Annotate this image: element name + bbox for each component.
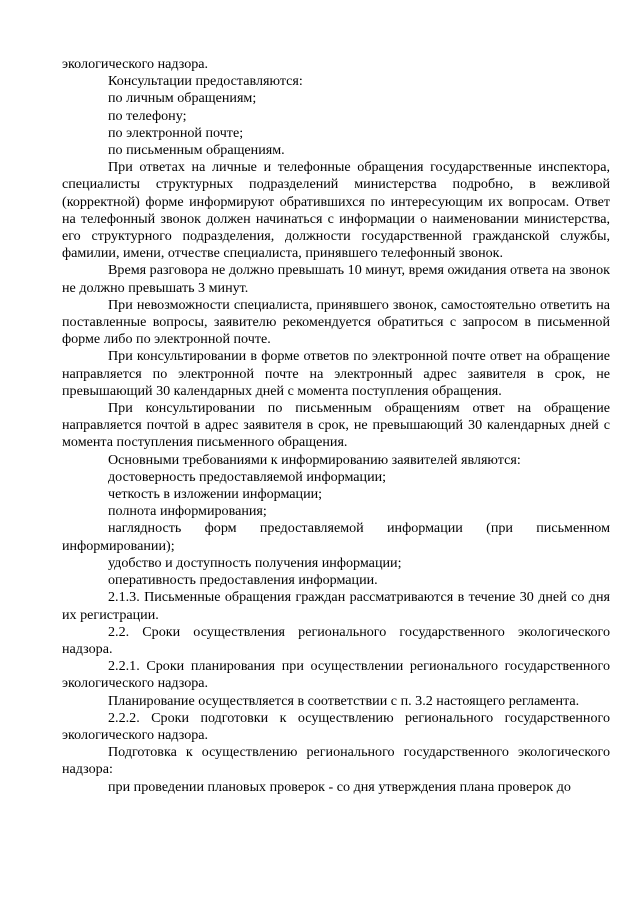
paragraph-12: достоверность предоставляемой информации; [108,468,387,485]
paragraph-1: Консультации предоставляются: [108,73,303,90]
paragraph-17: оперативность предоставления информации. [108,572,378,589]
paragraph-23: Подготовка к осуществлению регионального государственного экологического надзора: [62,744,610,778]
paragraph-19: 2.2. Сроки осуществления регионального государственного экологического надзора. [62,623,610,657]
paragraph-4: по электронной почте; [108,124,244,141]
paragraph-10: При консультировании по письменным обращениям ответ на обращение направляется почтой в адрес заявителя в срок, не превышающий 30 календарных дней с момента поступления письменного обращения. [62,400,610,451]
paragraph-21: Планирование осуществляется в соответствии с п. 3.2 настоящего регламента. [108,692,580,709]
paragraph-18: 2.1.3. Письменные обращения граждан рассматриваются в течение 30 дней со дня их регистрации. [62,589,610,623]
paragraph-7: Время разговора не должно превышать 10 минут, время ожидания ответа на звонок не должно превышать 3 минут. [62,262,610,296]
paragraph-6: При ответах на личные и телефонные обращения государственные инспектора, специалисты структурных подразделений министерства подробно, в вежливой (корректной) форме информируют обратившихся по интересующим их вопросам. Ответ на телефонный звонок должен начинаться с информации о наименовании министерства, его структурного подразделения, должности государственной гражданской службы, фамилии, имени, отчестве специалиста, принявшего телефонный звонок. [62,159,610,262]
paragraph-16: удобство и доступность получения информации; [108,554,402,571]
paragraph-20: 2.2.1. Сроки планирования при осуществлении регионального государственного экологического надзора. [62,658,610,692]
paragraph-5: по письменным обращениям. [108,142,285,159]
paragraph-24: при проведении плановых проверок - со дня утверждения плана проверок до [108,778,571,795]
paragraph-15: наглядность форм предоставляемой информации (при письменном информировании); [62,520,610,554]
paragraph-8: При невозможности специалиста, принявшего звонок, самостоятельно ответить на поставленные вопросы, заявителю рекомендуется обратиться с запросом в письменной форме либо по электронной почте. [62,296,610,348]
paragraph-13: четкость в изложении информации; [108,486,323,503]
paragraph-3: по телефону; [108,107,187,124]
paragraph-9: При консультировании в форме ответов по электронной почте ответ на обращение направляется по электронной почте на электронный адрес заявителя в срок, не превышающий 30 календарных дней с момента поступления обращения. [62,348,610,399]
paragraph-2: по личным обращениям; [108,90,257,107]
paragraph-11: Основными требованиями к информированию заявителей являются: [108,451,521,468]
paragraph-22: 2.2.2. Сроки подготовки к осуществлению регионального государственного экологического надзора. [62,709,610,743]
paragraph-14: полнота информирования; [108,503,267,520]
paragraph-0: экологического надзора. [62,56,209,72]
